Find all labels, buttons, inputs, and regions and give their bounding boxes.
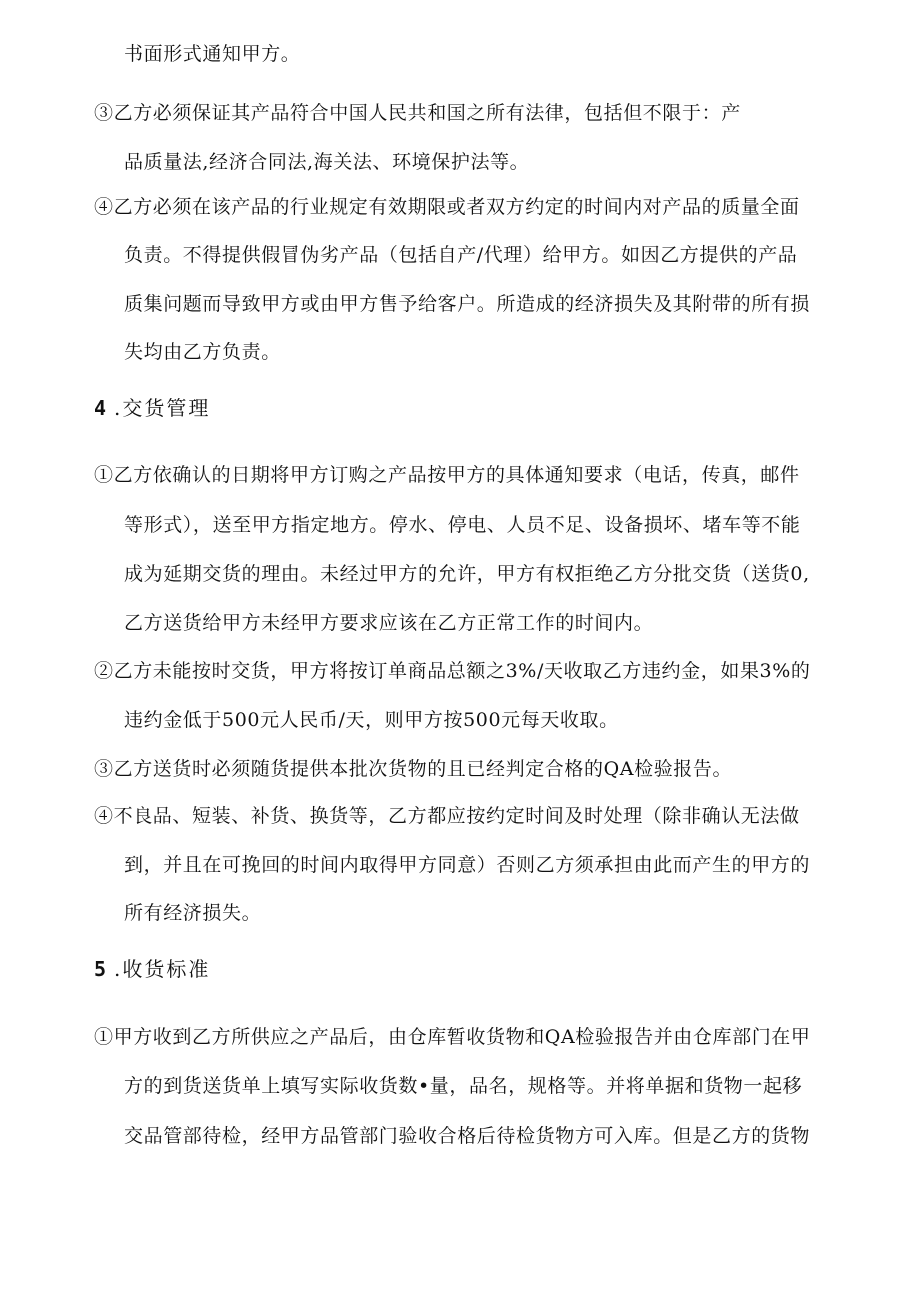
paragraph-line: 等形式），送至甲方指定地方。停水、停电、人员不足、设备损坏、堵车等不能: [124, 514, 801, 536]
paragraph-line: 负责。不得提供假冒伪劣产品（包括自产/代理）给甲方。如因乙方提供的产品: [124, 244, 798, 266]
paragraph-line: ③乙方送货时必须随货提供本批次货物的且已经判定合格的QA检验报告。: [94, 758, 733, 780]
paragraph-line: 书面形式通知甲方。: [124, 43, 301, 65]
section-number: 5: [94, 957, 109, 981]
paragraph-line: 方的到货送货单上填写实际收货数•量，品名，规格等。并将单据和货物一起移: [124, 1075, 803, 1097]
paragraph-line: 质集问题而导致甲方或由甲方售予给客户。所造成的经济损失及其附带的所有损: [124, 293, 811, 315]
section-title: .交货管理: [114, 396, 211, 420]
section-title: .收货标准: [114, 957, 211, 981]
paragraph-line: 所有经济损失。: [124, 902, 262, 924]
paragraph-line: 交品管部待检，经甲方品管部门验收合格后待检货物方可入库。但是乙方的货物: [124, 1125, 811, 1147]
paragraph-line: ①乙方依确认的日期将甲方订购之产品按甲方的具体通知要求（电话，传真，邮件: [94, 464, 800, 486]
paragraph-line: 失均由乙方负责。: [124, 341, 281, 363]
paragraph-line: ①甲方收到乙方所供应之产品后，由仓库暂收货物和QA检验报告并由仓库部门在甲: [94, 1026, 811, 1048]
paragraph-line: 成为延期交货的理由。未经过甲方的允许，甲方有权拒绝乙方分批交货（送货0,: [124, 563, 810, 585]
paragraph-line: ②乙方未能按时交货，甲方将按订单商品总额之3%/天收取乙方违约金，如果3%的: [94, 660, 811, 682]
paragraph-line: 品质量法,经济合同法,海关法、环境保护法等。: [124, 151, 530, 173]
section-heading-5: [94, 955, 210, 983]
paragraph-line: ④乙方必须在该产品的行业规定有效期限或者双方约定的时间内对产品的质量全面: [94, 196, 800, 218]
paragraph-line: ④不良品、短装、补货、换货等，乙方都应按约定时间及时处理（除非确认无法做: [94, 805, 800, 827]
section-number: 4: [94, 396, 109, 420]
paragraph-line: 乙方送货给甲方未经甲方要求应该在乙方正常工作的时间内。: [124, 612, 654, 634]
section-heading-4: [94, 394, 210, 422]
paragraph-line: 违约金低于500元人民币/天，则甲方按500元每天收取。: [124, 709, 619, 731]
paragraph-line: 到，并且在可挽回的时间内取得甲方同意）否则乙方须承担由此而产生的甲方的: [124, 854, 811, 876]
paragraph-line: ③乙方必须保证其产品符合中国人民共和国之所有法律，包括但不限于：产: [94, 102, 741, 124]
